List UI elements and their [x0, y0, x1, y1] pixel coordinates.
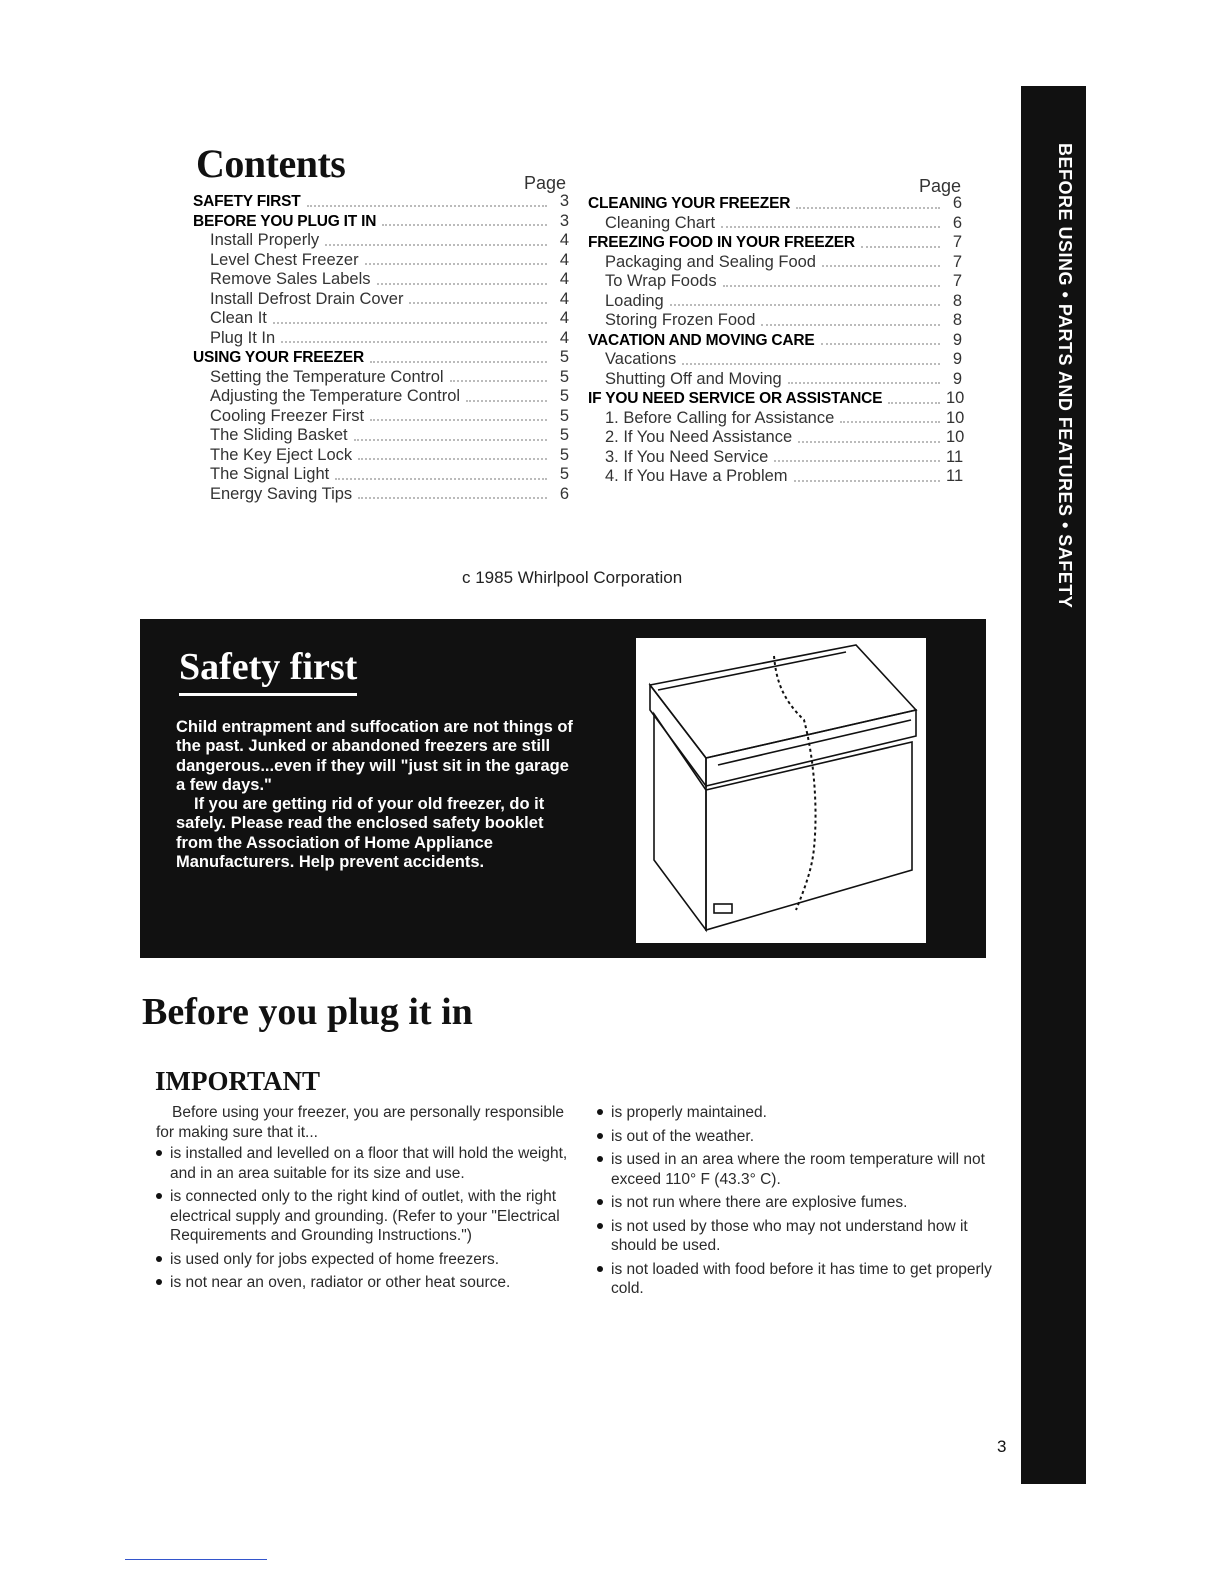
toc-entry-title: The Sliding Basket — [210, 426, 348, 444]
toc-leader-dots — [888, 402, 940, 404]
toc-leader-dots — [370, 361, 547, 363]
toc-entry-title: Loading — [605, 291, 664, 310]
requirement-item: is connected only to the right kind of outlet, with the right electrical supply and grounding. (Refer to your "Electrical Requirements and Grounding Instructions.") — [156, 1187, 576, 1246]
toc-leader-dots — [822, 265, 940, 267]
toc-leader-dots — [370, 419, 547, 421]
toc-entry — [193, 309, 569, 329]
toc-entry — [588, 214, 962, 234]
toc-leader-dots — [335, 478, 547, 480]
page-number: 3 — [997, 1437, 1007, 1456]
safety-first-text — [176, 718, 576, 872]
toc-entry-title: Clean It — [210, 309, 267, 327]
toc-entry-title: 2. If You Need Assistance — [605, 428, 793, 446]
toc-leader-dots — [788, 382, 940, 384]
toc-entry — [193, 212, 569, 232]
toc-leader-dots — [796, 207, 940, 209]
toc-entry-title: Adjusting the Temperature Control — [210, 387, 461, 405]
requirements-list-right — [597, 1103, 1007, 1303]
requirement-item: is used only for jobs expected of home freezers. — [156, 1250, 576, 1270]
toc-entry — [588, 350, 962, 370]
toc-entry-page: 8 — [952, 291, 962, 310]
before-plug-title: Before you plug it in — [142, 991, 473, 1033]
toc-entry-title: Cooling Freezer First — [210, 406, 365, 425]
toc-entry-title: Level Chest Freezer — [210, 250, 359, 269]
important-heading: IMPORTANT — [155, 1066, 321, 1096]
toc-entry-title: BEFORE YOU PLUG IT IN — [193, 212, 377, 230]
toc-entry-page: 8 — [952, 311, 962, 329]
toc-leader-dots — [358, 458, 547, 460]
contents-title: Contents — [196, 141, 346, 186]
toc-leader-dots — [273, 322, 547, 324]
toc-leader-dots — [450, 380, 547, 382]
toc-entry-page: 10 — [946, 389, 965, 407]
toc-entry-title: Remove Sales Labels — [210, 270, 371, 288]
toc-entry-title: The Key Eject Lock — [210, 445, 353, 464]
toc-entry — [193, 465, 569, 485]
toc-entry — [193, 231, 569, 251]
toc-leader-dots — [798, 441, 940, 443]
side-tab-label: BEFORE USING • PARTS AND FEATURES • SAFETY — [1055, 143, 1075, 609]
toc-entry-title: FREEZING FOOD IN YOUR FREEZER — [588, 234, 855, 251]
toc-entry-page: 6 — [952, 213, 962, 232]
toc-entry-title: VACATION AND MOVING CARE — [588, 331, 815, 349]
toc-entry-page: 5 — [559, 426, 569, 444]
toc-entry — [193, 348, 569, 368]
important-intro: Before using your freezer, you are personally responsible for making sure that it... — [156, 1104, 565, 1141]
toc-entry — [588, 292, 962, 312]
toc-entry-page: 4 — [559, 289, 569, 308]
toc-leader-dots — [861, 246, 940, 248]
toc-entry-page: 9 — [952, 350, 962, 368]
toc-leader-dots — [365, 263, 547, 265]
toc-left-column — [193, 192, 569, 504]
toc-entry — [193, 407, 569, 427]
toc-entry-page: 7 — [952, 252, 962, 271]
toc-entry-title: IF YOU NEED SERVICE OR ASSISTANCE — [588, 390, 883, 407]
toc-entry-title: Install Properly — [210, 231, 320, 249]
toc-entry — [588, 311, 962, 331]
toc-entry-page: 5 — [559, 406, 569, 425]
requirement-item: is installed and levelled on a floor that will hold the weight, and in an area suitable for its size and use. — [156, 1144, 576, 1183]
toc-entry-title: 1. Before Calling for Assistance — [605, 408, 835, 427]
toc-entry — [193, 290, 569, 310]
toc-leader-dots — [840, 421, 940, 423]
copyright-notice: c 1985 Whirlpool Corporation — [462, 568, 683, 587]
toc-entry — [193, 387, 569, 407]
requirement-item: is out of the weather. — [597, 1127, 1007, 1147]
toc-entry — [193, 485, 569, 505]
toc-entry-title: Vacations — [605, 350, 677, 368]
toc-entry-page: 4 — [559, 231, 569, 249]
toc-entry-page: 11 — [946, 467, 964, 485]
safety-paragraph-2: If you are getting rid of your old freezer, do it safely. Please read the enclosed safety booklet from the Association of Home Appliance Manufacturers. Help prevent accidents. — [176, 795, 545, 872]
toc-entry — [588, 408, 965, 429]
toc-leader-dots — [281, 341, 547, 343]
toc-entry-page: 3 — [559, 211, 569, 230]
toc-entry-title: Setting the Temperature Control — [210, 367, 444, 386]
toc-leader-dots — [382, 224, 547, 226]
toc-entry-page: 5 — [559, 445, 569, 464]
toc-entry-page: 4 — [559, 309, 569, 327]
toc-entry-page: 5 — [559, 465, 569, 483]
toc-entry-page: 7 — [952, 272, 962, 290]
toc-leader-dots — [409, 302, 547, 304]
toc-entry-title: SAFETY FIRST — [193, 193, 301, 210]
toc-leader-dots — [794, 480, 940, 482]
toc-leader-dots — [723, 285, 940, 287]
toc-entry-title: Shutting Off and Moving — [605, 369, 782, 388]
toc-entry-page: 5 — [559, 367, 569, 386]
toc-entry-title: Install Defrost Drain Cover — [210, 289, 404, 308]
toc-leader-dots — [682, 363, 940, 365]
toc-entry-page: 6 — [952, 194, 962, 212]
requirement-item: is not loaded with food before it has time to get properly cold. — [597, 1260, 1007, 1299]
toc-entry — [588, 194, 962, 214]
toc-leader-dots — [377, 283, 547, 285]
toc-entry — [588, 467, 962, 487]
toc-entry-page: 9 — [952, 369, 962, 388]
toc-entry — [588, 233, 962, 253]
toc-entry-page: 4 — [559, 328, 569, 347]
toc-entry — [193, 192, 569, 212]
toc-entry-page: 10 — [946, 408, 965, 427]
chest-freezer-illustration — [636, 638, 926, 943]
toc-entry-title: Packaging and Sealing Food — [605, 252, 816, 271]
toc-entry-page: 9 — [952, 330, 962, 349]
toc-leader-dots — [325, 244, 547, 246]
toc-leader-dots — [354, 439, 547, 441]
toc-leader-dots — [721, 226, 940, 228]
toc-entry — [193, 368, 569, 388]
toc-entry-page: 6 — [559, 484, 569, 503]
toc-entry-page: 4 — [559, 270, 569, 288]
toc-entry — [588, 253, 962, 273]
toc-leader-dots — [774, 460, 940, 462]
toc-entry-title: USING YOUR FREEZER — [193, 349, 364, 366]
requirement-item: is properly maintained. — [597, 1103, 1007, 1123]
toc-entry — [588, 448, 962, 468]
toc-leader-dots — [821, 343, 940, 345]
page-column-header-right: Page — [919, 176, 962, 196]
toc-entry — [193, 270, 569, 290]
toc-entry-page: 5 — [559, 348, 569, 366]
toc-entry-title: 4. If You Have a Problem — [605, 467, 788, 485]
toc-entry-title: Plug It In — [210, 328, 276, 347]
toc-entry — [588, 428, 965, 448]
requirement-item: is not near an oven, radiator or other heat source. — [156, 1273, 576, 1293]
toc-entry — [193, 329, 569, 349]
requirement-item: is not used by those who may not understand how it should be used. — [597, 1217, 1007, 1256]
toc-entry-page: 5 — [559, 387, 569, 405]
toc-entry-title: Energy Saving Tips — [210, 484, 353, 503]
toc-entry — [588, 331, 962, 351]
toc-entry — [193, 446, 569, 466]
toc-entry-page: 3 — [559, 192, 569, 210]
toc-entry — [193, 251, 569, 271]
page-column-header-left: Page — [524, 173, 567, 193]
toc-entry-title: Storing Frozen Food — [605, 311, 756, 329]
toc-leader-dots — [761, 324, 940, 326]
toc-entry — [588, 272, 962, 292]
toc-leader-dots — [466, 400, 547, 402]
requirements-list-left — [156, 1144, 576, 1297]
toc-entry-title: CLEANING YOUR FREEZER — [588, 195, 791, 212]
toc-entry-title: To Wrap Foods — [605, 272, 717, 290]
toc-leader-dots — [358, 497, 547, 499]
toc-entry-title: Cleaning Chart — [605, 213, 716, 232]
toc-entry-page: 10 — [946, 428, 965, 446]
toc-leader-dots — [670, 304, 940, 306]
toc-entry — [193, 426, 569, 446]
safety-paragraph-1: Child entrapment and suffocation are not things of the past. Junked or abandoned freezers are still dangerous...even if they will "just sit in the garage a few days." — [176, 718, 573, 794]
toc-entry-title: 3. If You Need Service — [605, 447, 769, 466]
toc-entry-page: 7 — [952, 233, 962, 251]
toc-entry-page: 11 — [946, 447, 964, 466]
toc-entry-title: The Signal Light — [210, 465, 330, 483]
toc-leader-dots — [307, 205, 547, 207]
toc-entry — [588, 389, 965, 409]
requirement-item: is not run where there are explosive fumes. — [597, 1193, 1007, 1213]
toc-entry-page: 4 — [559, 250, 569, 269]
safety-first-title: Safety first — [179, 645, 357, 696]
toc-right-column — [588, 194, 965, 487]
requirement-item: is used in an area where the room temperature will not exceed 110° F (43.3° C). — [597, 1150, 1007, 1189]
toc-entry — [588, 370, 962, 390]
footer-rule — [125, 1559, 267, 1560]
